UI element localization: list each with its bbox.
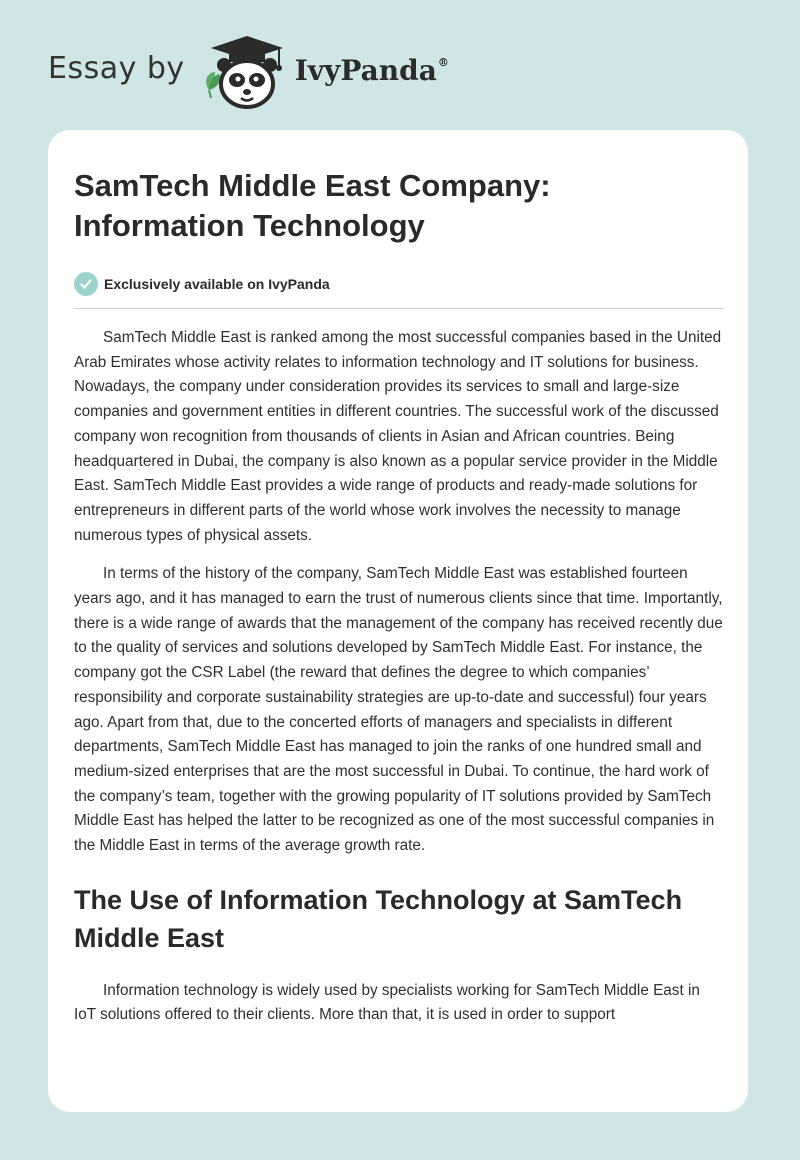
brand-name[interactable]: IvyPanda® — [294, 53, 449, 87]
exclusive-label: Exclusively available on IvyPanda — [104, 276, 330, 292]
article-title: SamTech Middle East Company: Information Technology — [74, 168, 551, 243]
section-heading: The Use of Information Technology at SamTech Middle East — [74, 884, 683, 953]
article-content — [74, 166, 724, 1028]
check-icon — [74, 272, 98, 296]
paragraph-3: Information technology is widely used by specialists working for SamTech Middle East in IoT solutions offered to their clients. More than that, it is used in order to support — [74, 981, 700, 1024]
site-header — [48, 32, 449, 112]
paragraph-1: SamTech Middle East is ranked among the most successful companies based in the United Arab Emirates whose activity relates to information technology and IT solutions for business. Nowadays, the company under consideration provides its services to small and large-size companies and government entities in different countries. The successful work of the discussed company won recognition from thousands of clients in Asian and African countries. Being headquartered in Dubai, the company is also known as a popular service provider in the Middle East. SamTech Middle East provides a wide range of products and ready-made solutions for entrepreneurs in different parts of the world whose work involves the necessity to manage numerous types of physical assets. — [74, 329, 722, 544]
panda-logo-icon[interactable] — [199, 32, 289, 112]
paragraph-2: In terms of the history of the company, SamTech Middle East was established fourteen years ago, and it has managed to earn the trust of numerous clients since that time. Importantly, there is a wide range of awards that the management of the company has received recently due to the quality of services and solutions developed by SamTech Middle East. For instance, the company got the CSR Label (the reward that defines the degree to which companies’ responsibility and corporate sustainability strategies are up-to-date and successful) four years ago. Apart from that, due to the concerted efforts of managers and specialists in different departments, SamTech Middle East has managed to join the ranks of one hundred small and medium-sized enterprises that are the most successful in Dubai. To continue, the hard work of the company’s team, together with the growing popularity of IT solutions provided by SamTech Middle East has helped the latter to be recognized as one of the most successful companies in the Middle East in terms of the average growth rate. — [74, 565, 723, 855]
essay-by-label: Essay by — [48, 50, 185, 86]
exclusive-badge — [74, 270, 724, 298]
article-card — [48, 130, 748, 1112]
divider — [74, 308, 724, 309]
trademark-symbol: ® — [437, 55, 449, 69]
